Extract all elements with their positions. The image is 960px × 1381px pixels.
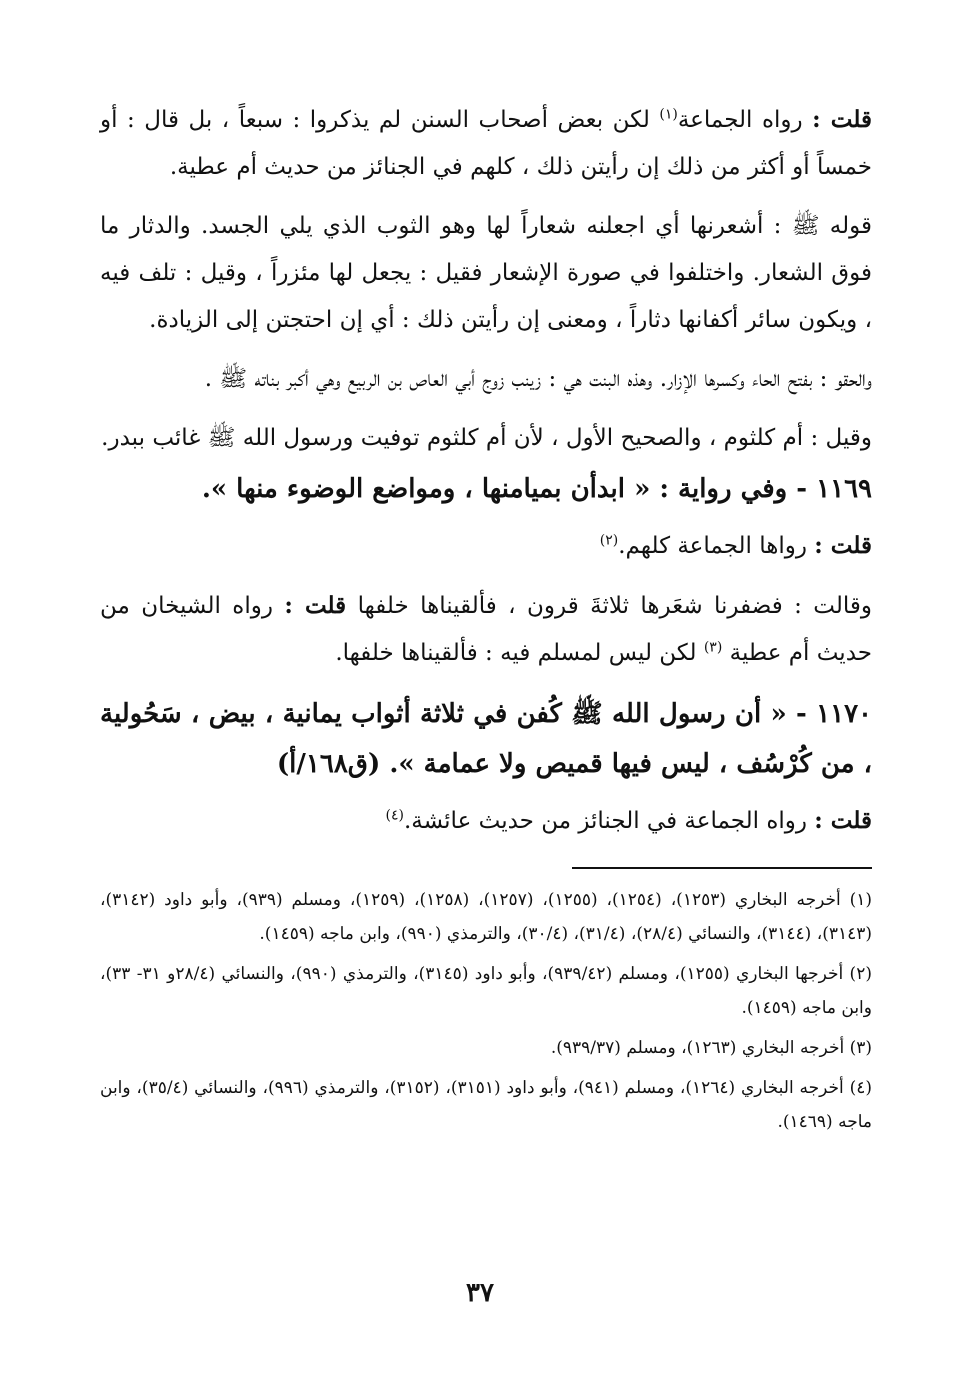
qult-label: قلت : xyxy=(814,532,872,559)
paragraph-qult-4 xyxy=(100,797,872,845)
footnote-ref-3[interactable]: (٣) xyxy=(703,639,723,656)
qult-label: قلت : xyxy=(814,807,872,834)
paragraph-text: رواه الجماعة xyxy=(677,107,813,133)
footnote-2: (٢) أخرجها البخاري (١٢٥٥)، ومسلم (٩٣٩/٤٢)، وأبو داود (٣١٤٥)، والترمذي (٩٩٠)، والنسائي (٢٨/٤و ٣١- ٣٣)، وابن ماجه (١٤٥٩). xyxy=(100,964,872,1018)
footnotes xyxy=(100,883,872,1139)
footnote-1: (١) أخرجه البخاري (١٢٥٣)، (١٢٥٤)، (١٢٥٥)، (١٢٥٧)، (١٢٥٨)، (١٢٥٩)، ومسلم (٩٣٩)، وأبو داود (٣١٤٢)، (٣١٤٣)، (٣١٤٤)، والنسائي (٢٨/٤)، (٣١/٤)، (٣٠/٤)، والترمذي (٩٩٠)، وابن ماجه (١٤٥٩). xyxy=(100,890,872,944)
paragraph-al-haqw: والحقو : بفتح الحاء وكسرها الإزار. وهذه البنت هي : زينب زوج أبي العاص بن الربيع وهي أكبر بناته ﷺ . xyxy=(204,366,872,392)
paragraph-text: وقالت : فضفرنا شعَرها ثلاثةَ قرون ، فألقيناها خلفها xyxy=(346,593,872,619)
footnote-3: (٣) أخرجه البخاري (١٢٦٣)، ومسلم (٩٣٩/٣٧). xyxy=(550,1038,872,1058)
footnote-ref-2[interactable]: (٢) xyxy=(599,532,619,549)
paragraph-qult-1 xyxy=(100,96,872,191)
paragraph-text: لكن بعض أصحاب السنن لم يذكروا : سبعاً ، بل قال : أو خمساً أو أكثر من ذلك إن رأيتن ذلك ، كلهم في الجنائز من حديث أم عطية. xyxy=(100,107,872,180)
page-number: ٣٧ xyxy=(466,1278,494,1308)
qult-label: قلت : xyxy=(812,106,872,133)
paragraph-qult-2 xyxy=(100,522,872,570)
footnote-divider xyxy=(572,867,872,869)
footnote-4: (٤) أخرجه البخاري (١٢٦٤)، ومسلم (٩٤١)، وأبو داود (٣١٥١)، (٣١٥٢)، والترمذي (٩٩٦)، والنسائي (٣٥/٤)، وابن ماجه (١٤٦٩). xyxy=(100,1078,872,1132)
qult-label: قلت : xyxy=(284,592,347,619)
hadith-1169: ١١٦٩ - وفي رواية : « ابدأن بميامنها ، ومواضع الوضوء منها ». xyxy=(201,474,872,504)
paragraph-wa-qalat xyxy=(100,582,872,677)
hadith-1170: ١١٧٠ - « أن رسول الله ﷺ كُفن في ثلاثة أثواب يمانية ، بيض ، سَحُولية ، من كُرْسُف ، ليس فيها قميص ولا عمامة ». (ق١٦٨/أ) xyxy=(100,699,872,779)
footnote-ref-4[interactable]: (٤) xyxy=(385,807,404,824)
footnote-ref-1[interactable]: (١) xyxy=(659,106,678,123)
paragraph-text: لكن ليس لمسلم فيه : فألقيناها خلفها. xyxy=(335,640,704,666)
paragraph-text: رواه الشيخان من حديث أم عطية xyxy=(100,593,872,666)
paragraph-umm-kulthum: وقيل : أم كلثوم ، والصحيح الأول ، لأن أم كلثوم توفيت ورسول الله ﷺ غائب ببدر. xyxy=(101,425,872,451)
paragraph-text: رواه الجماعة في الجنائز من حديث عائشة. xyxy=(404,808,815,834)
paragraph-ashirnaha: قوله ﷺ : أشعرنها أي اجعلنه شعاراً لها وهو الثوب الذي يلي الجسد. والدثار ما فوق الشعار. واختلفوا في صورة الإشعار فقيل : يجعل لها مئزراً ، وقيل : تلف فيه ، ويكون سائر أكفانها دثاراً ، ومعنى إن رأيتن ذلك : أي إن احتجتن إلى الزيادة. xyxy=(100,213,872,333)
paragraph-text: رواها الجماعة كلهم. xyxy=(618,533,815,559)
